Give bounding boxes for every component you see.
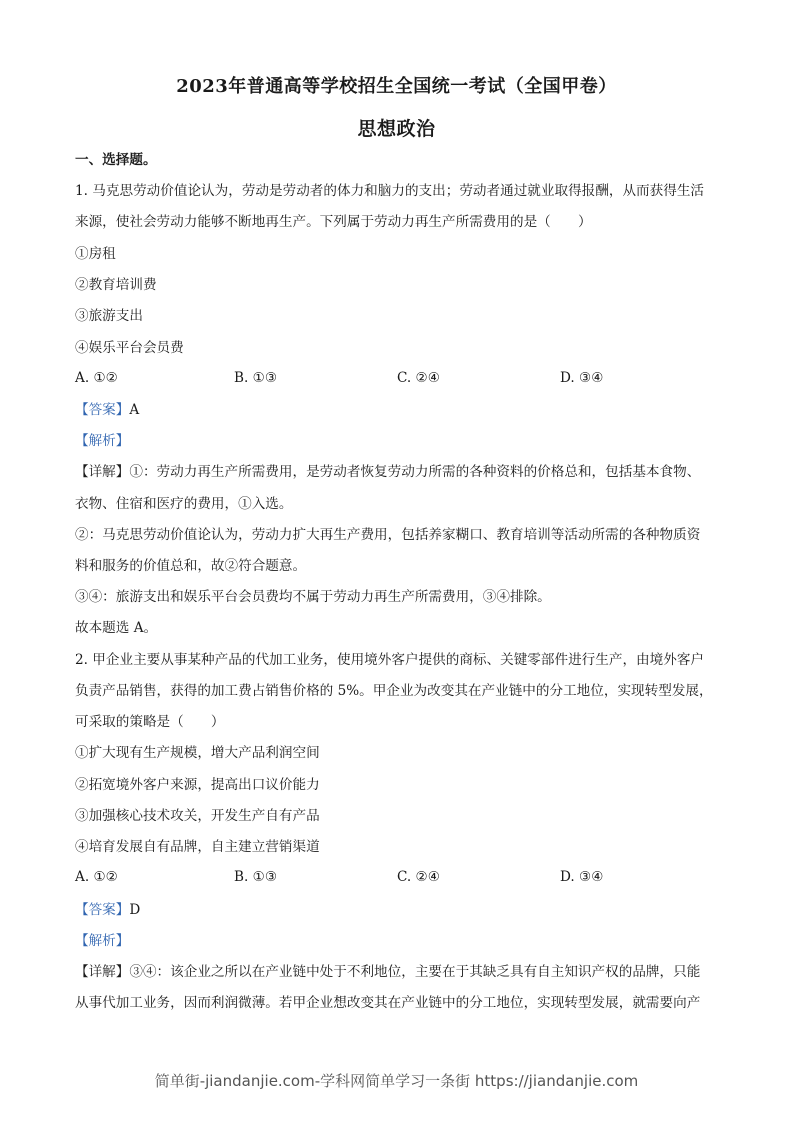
q2-item-1: ①扩大现有生产规模，增大产品利润空间 bbox=[75, 745, 320, 761]
q1-option-c: C. ②④ bbox=[397, 370, 440, 386]
q1-detail-line5: ③④：旅游支出和娱乐平台会员费均不属于劳动力再生产所需费用，③④排除。 bbox=[75, 589, 551, 605]
q2-detail-tag: 【详解】 bbox=[75, 964, 130, 980]
q1-stem-line1: 1. 马克思劳动价值论认为，劳动是劳动者的体力和脑力的支出；劳动者通过就业取得报酬，从而获得生活 bbox=[75, 183, 705, 199]
q2-stem-line3: 可采取的策略是（ ） bbox=[75, 714, 225, 730]
q1-option-a: A. ①② bbox=[75, 370, 118, 386]
q2-item-2: ②拓宽境外客户来源，提高出口议价能力 bbox=[75, 777, 320, 793]
q2-answer-value: D bbox=[129, 902, 141, 918]
q2-item-4: ④培育发展自有品牌，自主建立营销渠道 bbox=[75, 839, 320, 855]
q2-answer-tag: 【答案】 bbox=[75, 902, 130, 918]
q1-analysis-tag: 【解析】 bbox=[75, 433, 130, 449]
q1-detail-line2: 衣物、住宿和医疗的费用，①入选。 bbox=[75, 496, 293, 512]
q1-answer-value: A bbox=[129, 402, 140, 418]
q1-stem-line2: 来源，使社会劳动力能够不断地再生产。下列属于劳动力再生产所需费用的是（ ） bbox=[75, 214, 592, 230]
q1-item-2: ②教育培训费 bbox=[75, 277, 157, 293]
q1-item-1: ①房租 bbox=[75, 246, 116, 262]
q1-item-4: ④娱乐平台会员费 bbox=[75, 340, 184, 356]
q2-detail-text1: ③④：该企业之所以在产业链中处于不利地位，主要在于其缺乏具有自主知识产权的品牌，只能 bbox=[129, 964, 701, 980]
q1-detail-line4: 料和服务的价值总和，故②符合题意。 bbox=[75, 558, 307, 574]
q2-answer bbox=[75, 901, 725, 919]
subject-title: 思想政治 bbox=[357, 118, 436, 140]
q2-option-b: B. ①③ bbox=[234, 869, 278, 885]
page-footer: 简单街-jiandanjie.com-学科网简单学习一条街 https://jiandanjie.com bbox=[154, 1072, 639, 1090]
q1-item-3: ③旅游支出 bbox=[75, 308, 143, 324]
q2-item-3: ③加强核心技术攻关，开发生产自有产品 bbox=[75, 808, 320, 824]
q1-detail-line6: 故本题选 A。 bbox=[75, 620, 158, 636]
q1-detail-line1 bbox=[75, 463, 725, 481]
q1-detail-text1: ①：劳动力再生产所需费用，是劳动者恢复劳动力所需的各种资料的价格总和，包括基本食物、 bbox=[129, 464, 701, 480]
q1-answer-tag: 【答案】 bbox=[75, 402, 130, 418]
section-heading: 一、选择题。 bbox=[75, 152, 157, 168]
q2-option-d: D. ③④ bbox=[560, 869, 604, 885]
q2-option-c: C. ②④ bbox=[397, 869, 440, 885]
q1-option-b: B. ①③ bbox=[234, 370, 278, 386]
q1-answer bbox=[75, 401, 725, 419]
q1-option-d: D. ③④ bbox=[560, 370, 604, 386]
exam-title: 2023年普通高等学校招生全国统一考试（全国甲卷） bbox=[176, 76, 617, 97]
q2-detail-line1 bbox=[75, 963, 725, 981]
q1-detail-tag: 【详解】 bbox=[75, 464, 130, 480]
q2-option-a: A. ①② bbox=[75, 869, 118, 885]
q2-analysis-tag: 【解析】 bbox=[75, 933, 130, 949]
q1-detail-line3: ②：马克思劳动价值论认为，劳动力扩大再生产费用，包括养家糊口、教育培训等活动所需的各种物质资 bbox=[75, 527, 701, 543]
q2-stem-line2: 负责产品销售，获得的加工费占销售价格的 5%。甲企业为改变其在产业链中的分工地位，实现转型发展， bbox=[75, 683, 713, 699]
q2-detail-line2: 从事代加工业务，因而利润微薄。若甲企业想改变其在产业链中的分工地位，实现转型发展，就需要向产 bbox=[75, 995, 701, 1011]
q2-stem-line1: 2. 甲企业主要从事某种产品的代加工业务，使用境外客户提供的商标、关键零部件进行生产，由境外客户 bbox=[75, 652, 705, 668]
